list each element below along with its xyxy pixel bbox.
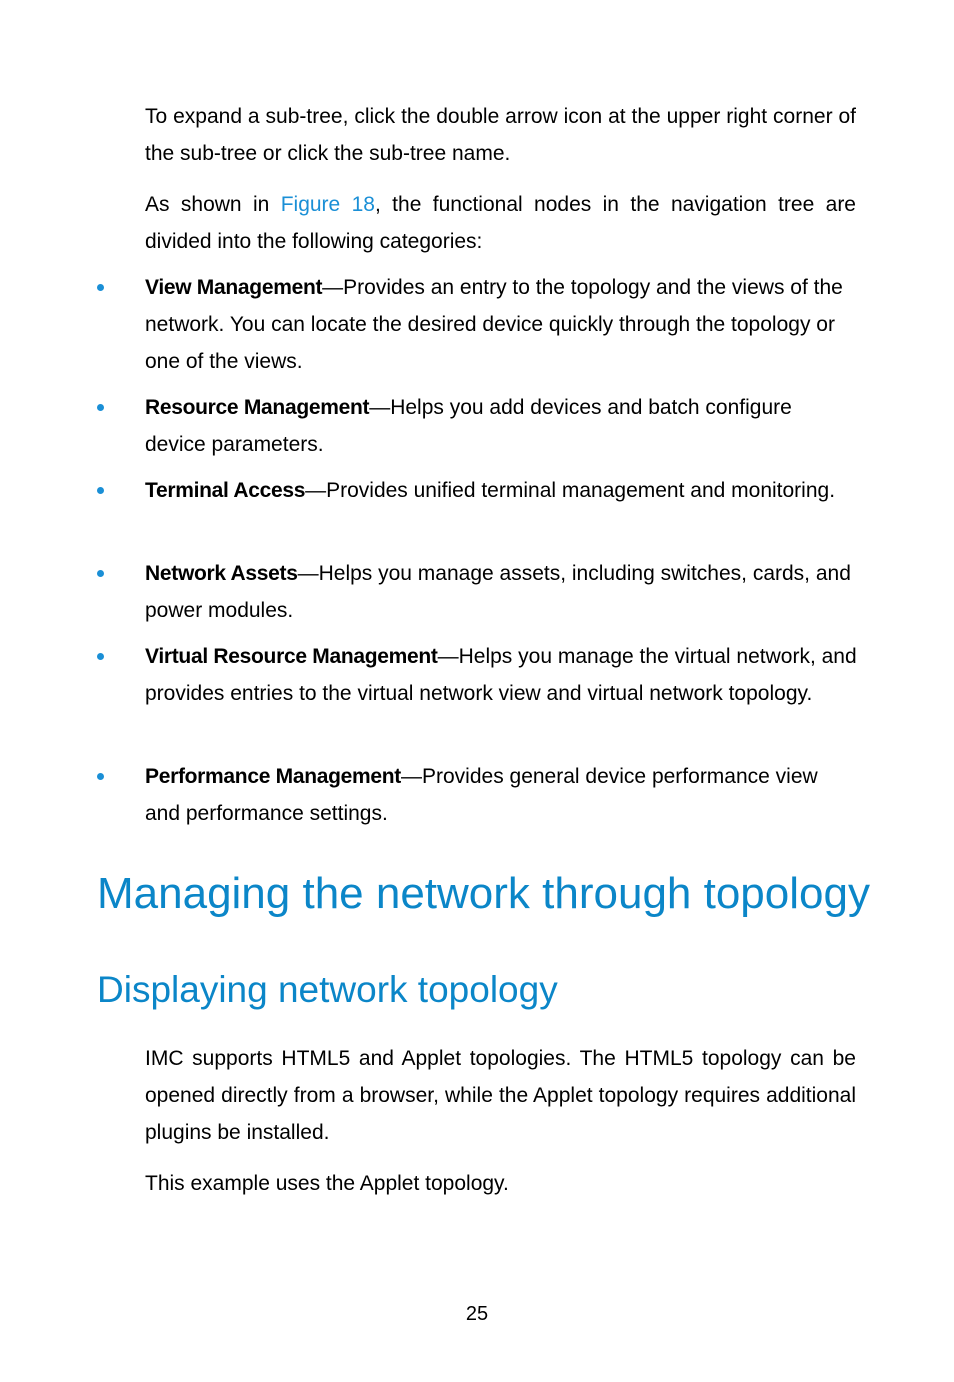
category-description: —Provides general device performance view and performance settings.: [145, 765, 818, 825]
category-description: —Helps you manage the virtual network, and provides entries to the virtual network view and virtual network topology.: [145, 645, 857, 705]
page-number: 25: [465, 1303, 489, 1325]
category-term: Virtual Resource Management: [145, 645, 438, 668]
category-description: —Provides an entry to the topology and the views of the network. You can locate the desired device quickly through the topology or one of the views.: [145, 276, 843, 373]
figure-18-link[interactable]: Figure 18: [280, 193, 375, 216]
list-item-text: [145, 758, 857, 832]
category-term: View Management: [145, 276, 323, 299]
intro-text-before-link: As shown in: [145, 193, 281, 216]
bullet-icon: [97, 570, 104, 577]
category-term: Performance Management: [145, 765, 401, 788]
topology-paragraph: IMC supports HTML5 and Applet topologies. The HTML5 topology can be opened directly from a browser, while the Applet topology requires additional plugins be installed.: [145, 1047, 856, 1144]
category-term: Terminal Access: [145, 479, 306, 502]
category-description: —Helps you add devices and batch configure device parameters.: [145, 396, 792, 456]
bullet-icon: [97, 487, 104, 494]
category-description: —Helps you manage assets, including switches, cards, and power modules.: [145, 562, 851, 622]
intro-paragraph-categories: [145, 186, 856, 260]
subsection-heading: Displaying network topology: [97, 969, 558, 1010]
list-item-text: [145, 269, 857, 380]
intro-text-after-link: , the functional nodes in the navigation tree are divided into the following categories:: [145, 193, 856, 253]
list-item-text: [145, 389, 857, 463]
section-heading: Managing the network through topology: [97, 869, 870, 918]
list-item-text: [145, 472, 857, 509]
list-item-text: [145, 555, 857, 629]
intro-paragraph-expand: To expand a sub-tree, click the double arrow icon at the upper right corner of the sub-tree or click the sub-tree name.: [145, 105, 856, 165]
category-description: —Provides unified terminal management and monitoring.: [305, 479, 836, 502]
list-item-text: [145, 638, 857, 712]
bullet-icon: [97, 284, 104, 291]
bullet-icon: [97, 404, 104, 411]
bullet-icon: [97, 653, 104, 660]
category-term: Resource Management: [145, 396, 370, 419]
example-paragraph: This example uses the Applet topology.: [145, 1172, 509, 1195]
bullet-icon: [97, 773, 104, 780]
category-term: Network Assets: [145, 562, 298, 585]
